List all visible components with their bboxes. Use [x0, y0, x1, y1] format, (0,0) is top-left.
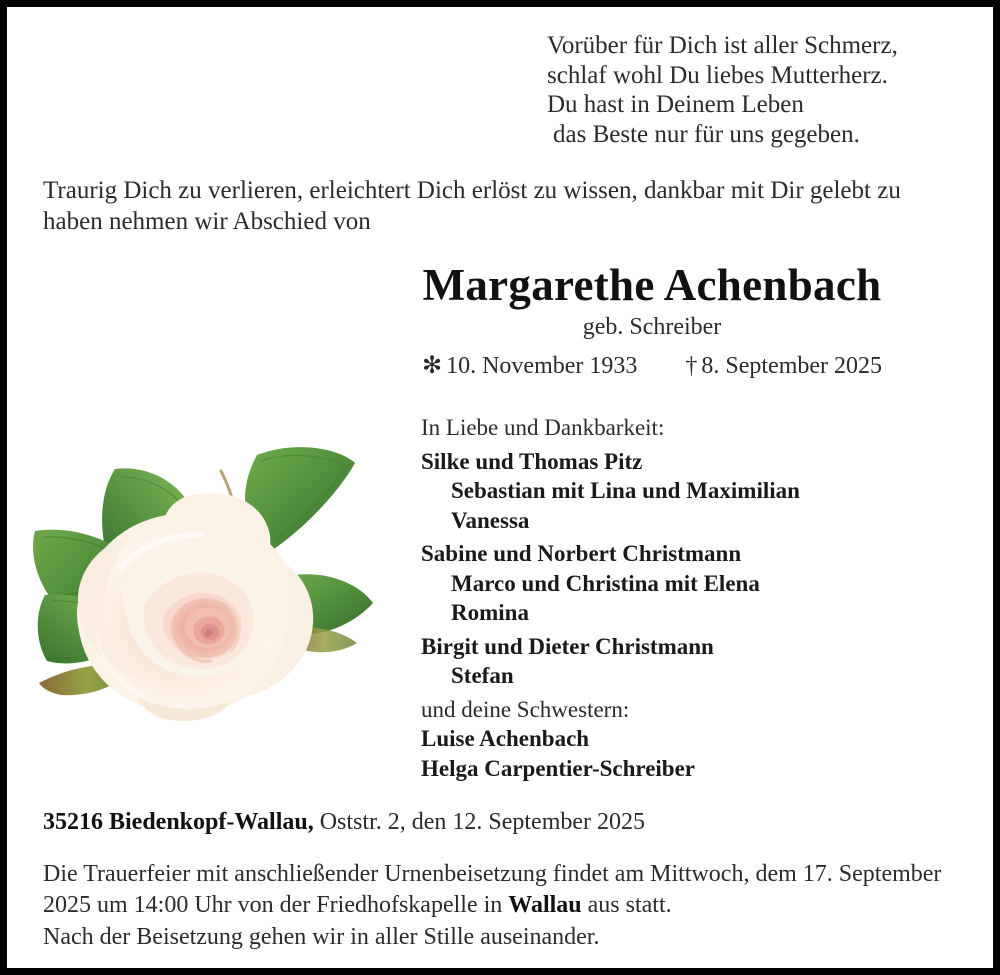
mourner-family	[421, 447, 941, 536]
mourners-heading: In Liebe und Dankbarkeit:	[421, 415, 665, 440]
notice-inner	[7, 7, 993, 968]
birth-date-group	[422, 353, 637, 379]
death-date-group	[685, 353, 882, 379]
poem-line-2: schlaf wohl Du liebes Mutterherz.	[547, 61, 888, 89]
mourner-family	[421, 632, 941, 691]
service-text-part1: Die Trauerfeier mit anschließender Urnenbeisetzung findet am Mittwoch, dem 17. September 2025 um 14:00 Uhr von der Friedhofskapelle in	[43, 861, 942, 918]
mourner-child: Sebastian mit Lina und Maximilian	[451, 478, 800, 503]
deceased-name: Margarethe Achenbach	[422, 260, 882, 310]
address-line	[43, 807, 943, 837]
poem-line-4: das Beste nur für uns gegeben.	[553, 120, 860, 148]
mourner-child: Vanessa	[451, 507, 530, 533]
sisters-heading: und deine Schwestern:	[421, 696, 630, 722]
service-text-part2: aus statt.	[581, 892, 672, 918]
mourners-block	[421, 413, 941, 783]
address-postal-town: 35216 Biedenkopf-Wallau,	[43, 809, 314, 835]
rose-illustration	[25, 435, 397, 731]
mourner-parents: Sabine und Norbert Christmann	[421, 541, 742, 566]
deceased-maiden-name: geb. Schreiber	[582, 314, 722, 340]
service-details	[43, 859, 959, 921]
service-location: Wallau	[508, 892, 582, 918]
white-rose-image	[25, 435, 397, 731]
address-rest: Oststr. 2, den 12. September 2025	[313, 809, 646, 835]
sister-name: Luise Achenbach	[421, 726, 590, 751]
mourner-child: Marco und Christina mit Elena	[451, 570, 760, 596]
intro-paragraph: Traurig Dich zu verlieren, erleichtert Dich erlöst zu wissen, dankbar mit Dir gelebt zu haben nehmen wir Abschied von	[43, 177, 901, 235]
birth-star-icon: ✻	[421, 353, 443, 379]
mourner-child: Stefan	[451, 663, 514, 688]
mourner-family	[421, 539, 941, 628]
closing-line: Nach der Beisetzung gehen wir in aller Stille auseinander.	[43, 924, 600, 950]
death-cross-icon: †	[685, 353, 698, 379]
birth-date: 10. November 1933	[446, 353, 638, 379]
poem-line-3: Du hast in Deinem Leben	[547, 91, 804, 118]
mourner-child: Romina	[451, 600, 529, 625]
memorial-poem	[547, 31, 967, 149]
mourner-parents: Silke und Thomas Pitz	[421, 448, 643, 474]
deceased-dates	[337, 350, 967, 382]
poem-line-1: Vorüber für Dich ist aller Schmerz,	[547, 32, 898, 59]
sister-name: Helga Carpentier-Schreiber	[421, 755, 696, 781]
deceased-block	[337, 259, 967, 382]
death-date: 8. September 2025	[701, 353, 883, 379]
mourner-parents: Birgit und Dieter Christmann	[421, 633, 714, 659]
